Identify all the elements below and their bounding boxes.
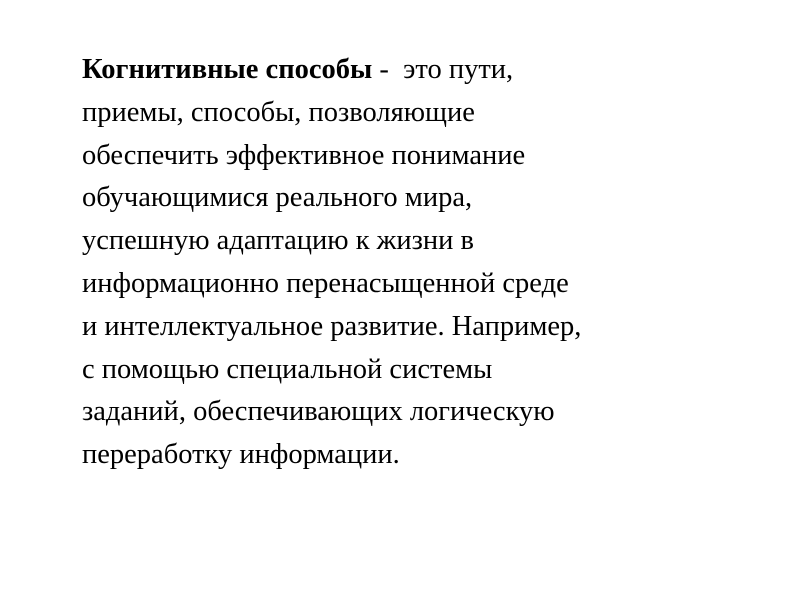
defined-term: Когнитивные способы (82, 54, 373, 85)
paragraph-line-4: обучающимися реального мира, (82, 182, 473, 214)
paragraph-line-3: обеспечить эффективное понимание (82, 139, 526, 171)
paragraph-line-5: успешную адаптацию к жизни в (82, 225, 474, 257)
term-separator: - (372, 54, 404, 85)
paragraph-line-10: переработку информации. (82, 439, 400, 471)
paragraph-line-8: с помощью специальной системы (82, 353, 493, 385)
paragraph-line-2: приемы, способы, позволяющие (82, 96, 475, 128)
definition-start: это пути, (403, 54, 514, 85)
paragraph-line-9: заданий, обеспечивающих логическую (82, 396, 555, 428)
paragraph-line-1 (82, 49, 742, 92)
definition-paragraph (82, 49, 742, 477)
paragraph-line-7: и интеллектуальное развитие. Например, (82, 310, 582, 342)
paragraph-line-6: информационно перенасыщенной среде (82, 267, 569, 299)
